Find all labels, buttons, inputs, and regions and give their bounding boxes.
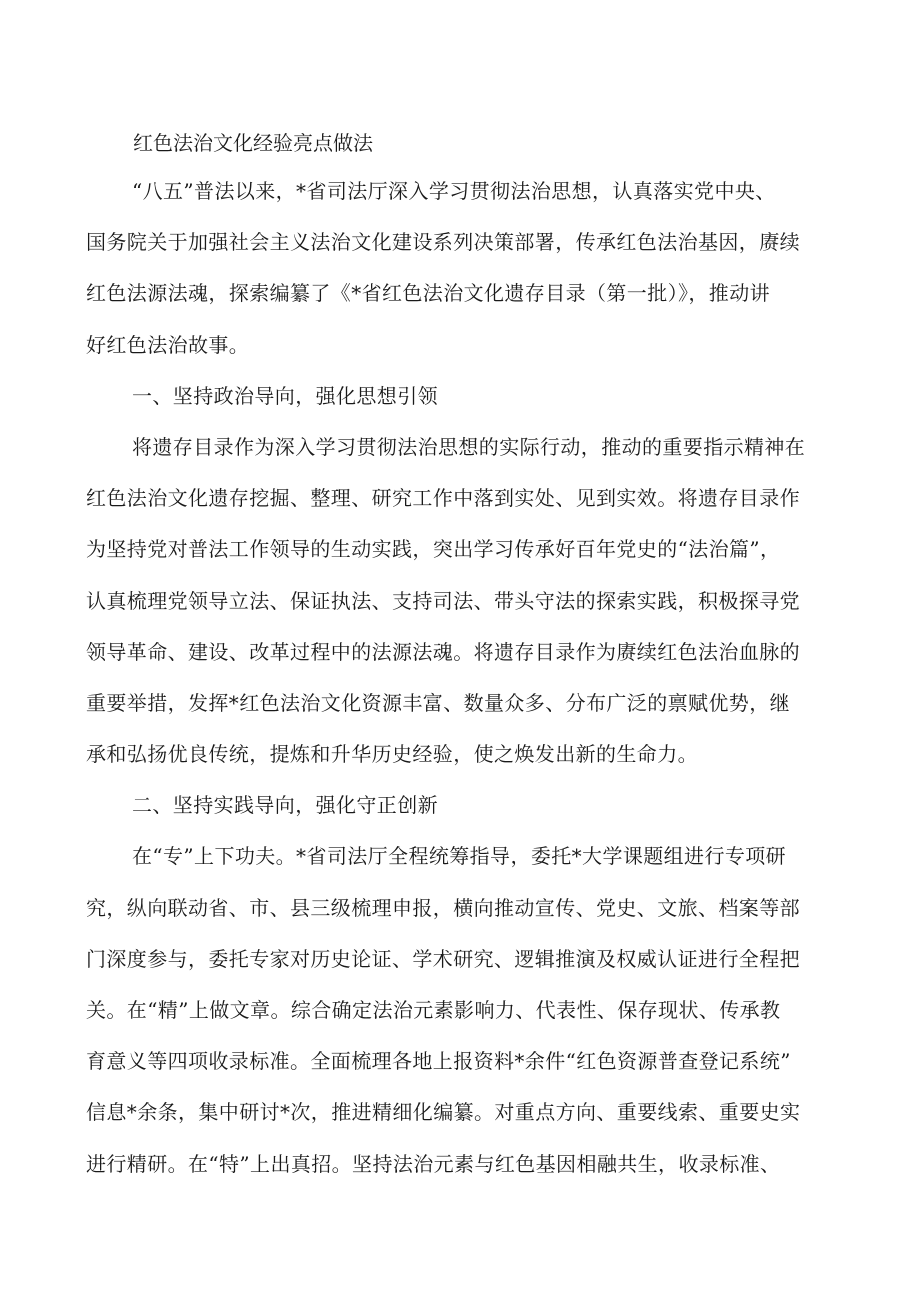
text-line: 信息*余条，集中研讨*次，推进精细化编纂。对重点方向、重要线索、重要史实	[86, 1100, 801, 1125]
text-line: 在“专”上下功夫。*省司法厅全程统筹指导，委托*大学课题组进行专项研	[132, 844, 787, 869]
text-line: 进行精研。在“特”上出真招。坚持法治元素与红色基因相融共生，收录标准、	[86, 1151, 781, 1176]
text-line: 关。在“精”上做文章。综合确定法治元素影响力、代表性、保存现状、传承教	[86, 998, 781, 1022]
text-line: 重要举措，发挥*红色法治文化资源丰富、数量众多、分布广泛的禀赋优势，继	[86, 690, 790, 715]
text-line: 门深度参与，委托专家对历史论证、学术研究、逻辑推演及权威认证进行全程把	[86, 946, 800, 971]
text-line: 领导革命、建设、改革过程中的法源法魂。将遗存目录作为赓续红色法治血脉的	[86, 639, 800, 664]
text-line: 将遗存目录作为深入学习贯彻法治思想的实际行动，推动的重要指示精神在	[132, 434, 806, 459]
document-title: 红色法治文化经验亮点做法	[133, 131, 373, 155]
text-line: 红色法治文化遗存挖掘、整理、研究工作中落到实处、见到实效。将遗存目录作	[86, 486, 800, 511]
text-line: 育意义等四项收录标准。全面梳理各地上报资料*余件“红色资源普查登记系统”	[86, 1049, 791, 1074]
text-line: 承和弘扬优良传统，提炼和升华历史经验，使之焕发出新的生命力。	[86, 742, 698, 767]
document-body	[86, 176, 846, 1200]
text-line: 为坚持党对普法工作领导的生动实践，突出学习传承好百年党史的“法治篇”，	[86, 537, 781, 562]
section-heading: 一、坚持政治导向，强化思想引领	[132, 383, 438, 408]
text-line: 好红色法治故事。	[86, 332, 250, 357]
text-line: “八五”普法以来，*省司法厅深入学习贯彻法治思想，认真落实党中央、	[132, 179, 776, 203]
text-line: 究，纵向联动省、市、县三级梳理申报，横向推动宣传、党史、文旅、档案等部	[86, 895, 800, 920]
text-line: 国务院关于加强社会主义法治文化建设系列决策部署，传承红色法治基因，赓续	[86, 230, 800, 255]
section-heading: 二、坚持实践导向，强化守正创新	[132, 793, 438, 818]
text-line: 红色法源法魂，探索编纂了《*省红色法治文化遗存目录（第一批）》，推动讲	[86, 281, 770, 306]
text-line: 认真梳理党领导立法、保证执法、支持司法、带头守法的探索实践，积极探寻党	[86, 588, 800, 613]
